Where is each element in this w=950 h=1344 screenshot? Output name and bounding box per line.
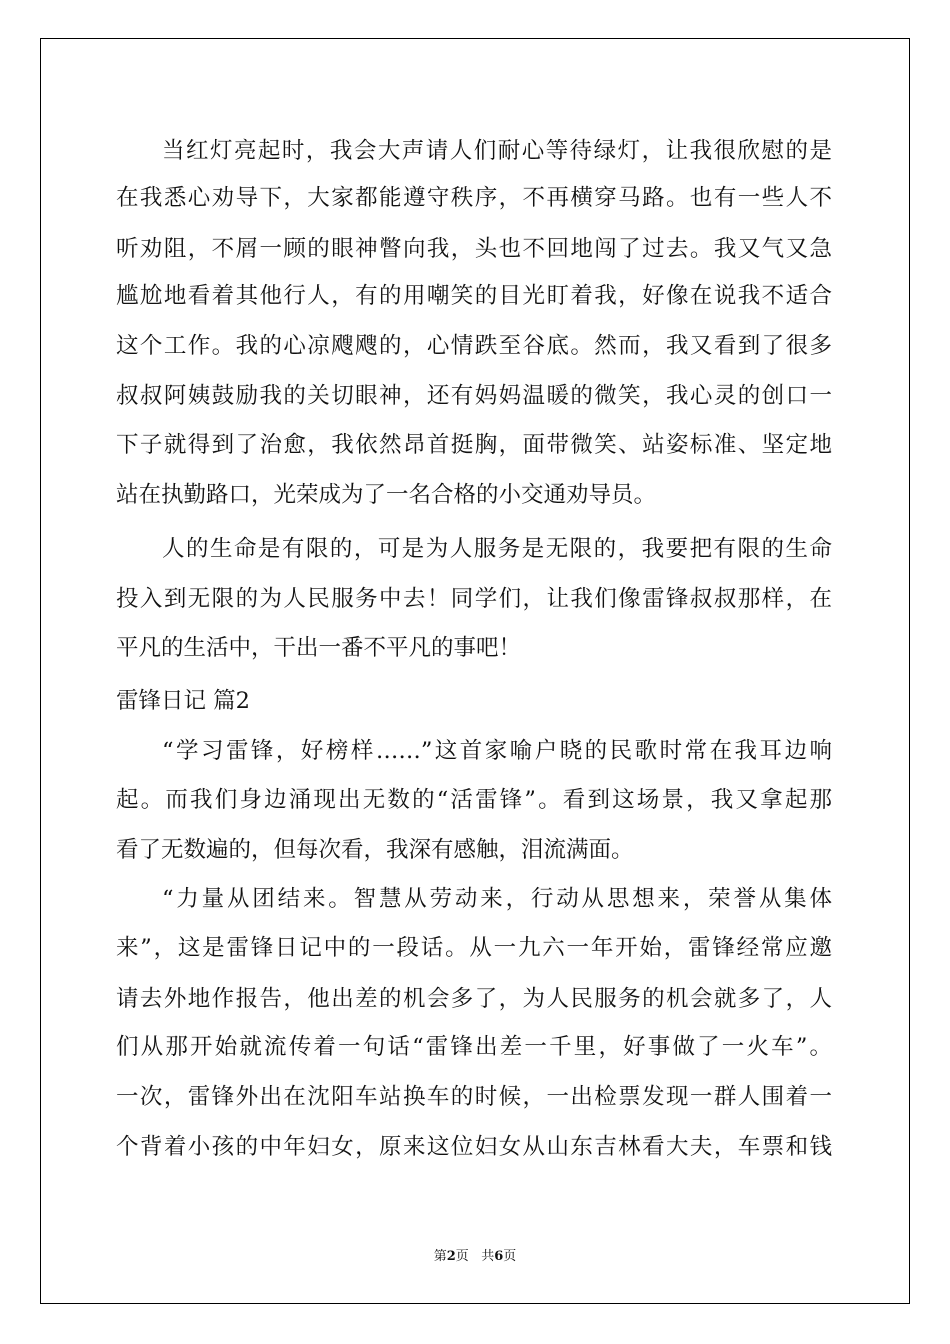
paragraph-line: 当红灯亮起时，我会大声请人们耐心等待绿灯，让我很欣慰的是 bbox=[162, 138, 832, 164]
paragraph-line: 起。而我们身边涌现出无数的“活雷锋”。看到这场景，我又拿起那 bbox=[116, 787, 832, 813]
page-footer bbox=[0, 1245, 950, 1264]
paragraph-line: 叔叔阿姨鼓励我的关切眼神，还有妈妈温暖的微笑，我心灵的创口一 bbox=[116, 383, 832, 409]
paragraph-line: 投入到无限的为人民服务中去！同学们，让我们像雷锋叔叔那样，在 bbox=[116, 586, 832, 612]
paragraph-line: 来”，这是雷锋日记中的一段话。从一九六一年开始，雷锋经常应邀 bbox=[116, 935, 832, 961]
page-number: 2 bbox=[446, 1249, 456, 1264]
paragraph-line: 一次，雷锋外出在沈阳车站换车的时候，一出检票发现一群人围着一 bbox=[116, 1084, 832, 1110]
page-suffix: 页 bbox=[455, 1249, 469, 1264]
paragraph-line: 站在执勤路口，光荣成为了一名合格的小交通劝导员。 bbox=[116, 482, 657, 508]
total-suffix: 页 bbox=[503, 1249, 517, 1264]
paragraph-line: “学习雷锋，好榜样……”这首家喻户晓的民歌时常在我耳边响 bbox=[162, 738, 832, 764]
paragraph-line: 在我悉心劝导下，大家都能遵守秩序，不再横穿马路。也有一些人不 bbox=[116, 185, 832, 211]
paragraph-line: 这个工作。我的心凉飕飕的，心情跌至谷底。然而，我又看到了很多 bbox=[116, 333, 832, 359]
paragraph-line: 看了无数遍的，但每次看，我深有感触，泪流满面。 bbox=[116, 837, 634, 863]
page-prefix: 第 bbox=[433, 1249, 447, 1264]
paragraph-line: “力量从团结来。智慧从劳动来，行动从思想来，荣誉从集体 bbox=[162, 886, 832, 912]
paragraph-line: 平凡的生活中，干出一番不平凡的事吧！ bbox=[116, 635, 522, 661]
total-pages: 6 bbox=[494, 1249, 504, 1264]
paragraph-line: 人的生命是有限的，可是为人服务是无限的，我要把有限的生命 bbox=[162, 536, 832, 562]
section-heading: 雷锋日记 篇2 bbox=[116, 688, 250, 714]
paragraph-line: 个背着小孩的中年妇女，原来这位妇女从山东吉林看大夫，车票和钱 bbox=[116, 1134, 832, 1160]
paragraph-line: 们从那开始就流传着一句话“雷锋出差一千里，好事做了一火车”。 bbox=[116, 1034, 832, 1060]
paragraph-line: 听劝阻，不屑一顾的眼神瞥向我，头也不回地闯了过去。我又气又急 bbox=[116, 236, 832, 262]
total-prefix: 共 bbox=[481, 1249, 495, 1264]
paragraph-line: 请去外地作报告，他出差的机会多了，为人民服务的机会就多了，人 bbox=[116, 986, 832, 1012]
paragraph-line: 尴尬地看着其他行人，有的用嘲笑的目光盯着我，好像在说我不适合 bbox=[116, 283, 832, 309]
paragraph-line: 下子就得到了治愈，我依然昂首挺胸，面带微笑、站姿标准、坚定地 bbox=[116, 432, 832, 458]
